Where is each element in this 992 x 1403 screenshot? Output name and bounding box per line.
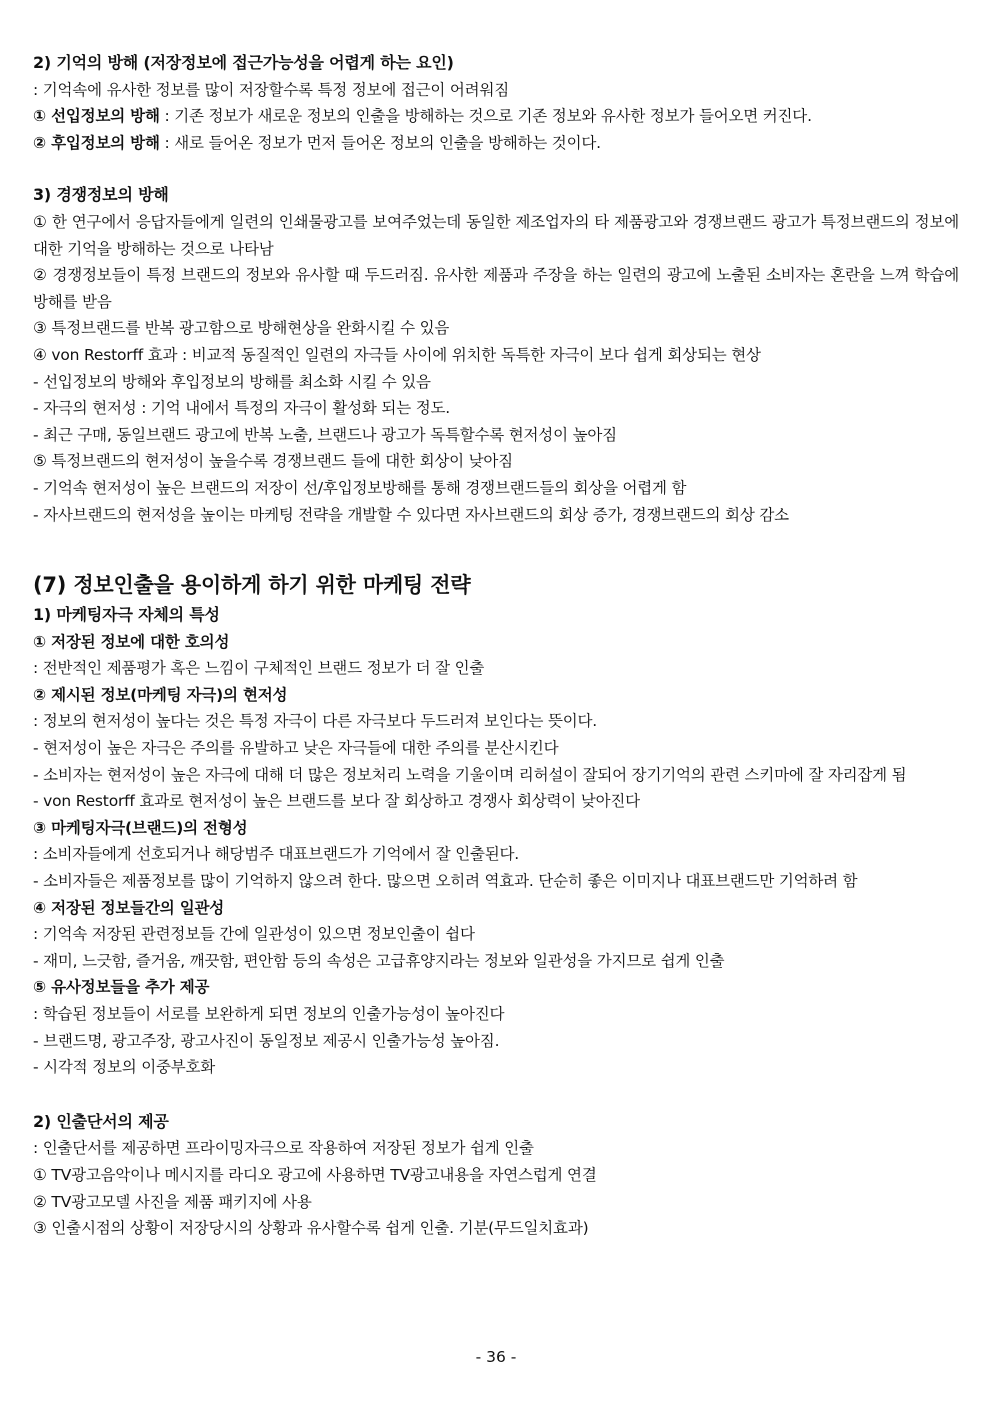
list-item: - 시각적 정보의 이중부호화 [33, 1058, 216, 1077]
list-item: - 기억속 현저성이 높은 브랜드의 저장이 선/후입정보방해를 통해 경쟁브랜드들의 회상을 어렵게 함 [33, 478, 687, 497]
list-item: : 기억속 저장된 관련정보들 간에 일관성이 있으면 정보인출이 쉽다 [33, 925, 475, 944]
list-item: - von Restorff 효과로 현저성이 높은 브랜드를 보다 잘 회상하고 경쟁사 회상력이 낮아진다 [33, 792, 640, 811]
list-item: ③ 특정브랜드를 반복 광고함으로 방해현상을 완화시킬 수 있음 [33, 319, 450, 338]
list-item: - 현저성이 높은 자극은 주의를 유발하고 낮은 자극들에 대한 주의를 분산시킨다 [33, 739, 559, 758]
list-item: ② TV광고모델 사진을 제품 패키지에 사용 [33, 1192, 312, 1211]
list-item: - 자극의 현저성 : 기억 내에서 특정의 자극이 활성화 되는 정도. [33, 399, 450, 418]
list-item: ④ von Restorff 효과 : 비교적 동질적인 일련의 자극들 사이에 위치한 독특한 자극이 보다 쉽게 회상되는 현상 [33, 345, 761, 364]
list-item: ① 한 연구에서 응답자들에게 일련의 인쇄물광고를 보여주었는데 동일한 제조업자의 타 제품광고와 경쟁브랜드 광고가 특정브랜드의 정보에 대한 기억을 방해하는 것으로 나타남 [33, 212, 959, 258]
section-heading-competitive-interference: 3) 경쟁정보의 방해 [33, 185, 169, 205]
list-item: : 학습된 정보들이 서로를 보완하게 되면 정보의 인출가능성이 높아진다 [33, 1005, 505, 1023]
list-item [33, 103, 959, 130]
document-page [33, 50, 959, 1242]
section-intro: : 기억속에 유사한 정보를 많이 저장할수록 특정 정보에 접근이 어려워짐 [33, 80, 509, 99]
item-text: : 기존 정보가 새로운 정보의 인출을 방해하는 것으로 기존 정보와 유사한 정보가 들어오면 커진다. [159, 107, 812, 126]
list-item: - 자사브랜드의 현저성을 높이는 마케팅 전략을 개발할 수 있다면 자사브랜드의 회상 증가, 경쟁브랜드의 회상 감소 [33, 505, 789, 524]
list-item: : 전반적인 제품평가 혹은 느낌이 구체적인 브랜드 정보가 더 잘 인출 [33, 659, 485, 678]
list-item: : 인출단서를 제공하면 프라이밍자극으로 작용하여 저장된 정보가 쉽게 인출 [33, 1139, 534, 1158]
page-number: - 36 - [475, 1348, 517, 1366]
list-item: : 소비자들에게 선호되거나 해당범주 대표브랜드가 기억에서 잘 인출된다. [33, 845, 520, 864]
section-heading-memory-interference: 2) 기억의 방해 (저장정보에 접근가능성을 어렵게 하는 요인) [33, 53, 454, 72]
item-text: : 새로 들어온 정보가 먼저 들어온 정보의 인출을 방해하는 것이다. [159, 133, 601, 152]
spacer [33, 156, 959, 182]
list-item: ⑤ 특정브랜드의 현저성이 높을수록 경쟁브랜드 들에 대한 회상이 낮아짐 [33, 452, 513, 471]
chapter-title: (7) 정보인출을 용이하게 하기 위한 마케팅 전략 [33, 573, 471, 598]
item-heading: ④ 저장된 정보들간의 일관성 [33, 898, 225, 917]
item-heading: ① 저장된 정보에 대한 호의성 [33, 632, 230, 651]
list-item: ② 경쟁정보들이 특정 브랜드의 정보와 유사할 때 두드러짐. 유사한 제품과 주장을 하는 일련의 광고에 노출된 소비자는 혼란을 느껴 학습에 방해를 받음 [33, 266, 959, 311]
list-item [33, 130, 959, 157]
spacer [33, 1081, 959, 1109]
list-item: - 재미, 느긋함, 즐거움, 깨끗함, 편안함 등의 속성은 고급휴양지라는 정보와 일관성을 가지므로 쉽게 인출 [33, 951, 725, 970]
list-item: - 최근 구매, 동일브랜드 광고에 반복 노출, 브랜드나 광고가 독특할수록 현저성이 높아짐 [33, 425, 617, 444]
list-item: ③ 인출시점의 상황이 저장당시의 상황과 유사할수록 쉽게 인출. 기분(무드일치효과) [33, 1219, 589, 1238]
list-item: - 브랜드명, 광고주장, 광고사진이 동일정보 제공시 인출가능성 높아짐. [33, 1031, 500, 1050]
item-heading: ⑤ 유사정보들을 추가 제공 [33, 978, 210, 997]
subsection-heading: 2) 인출단서의 제공 [33, 1111, 169, 1131]
list-item: : 정보의 현저성이 높다는 것은 특정 자극이 다른 자극보다 두드러져 보인다는 뜻이다. [33, 712, 598, 731]
subsection-heading: 1) 마케팅자극 자체의 특성 [33, 605, 220, 625]
list-item: - 소비자는 현저성이 높은 자극에 대해 더 많은 정보처리 노력을 기울이며 리허설이 잘되어 장기기억의 관련 스키마에 잘 자리잡게 됨 [33, 765, 907, 784]
list-item: - 선입정보의 방해와 후입정보의 방해를 최소화 시킬 수 있음 [33, 372, 431, 391]
item-label: ② 후입정보의 방해 [33, 133, 160, 152]
item-heading: ② 제시된 정보(마케팅 자극)의 현저성 [33, 685, 288, 704]
list-item: ① TV광고음악이나 메시지를 라디오 광고에 사용하면 TV광고내용을 자연스럽게 연결 [33, 1165, 597, 1184]
item-heading: ③ 마케팅자극(브랜드)의 전형성 [33, 818, 248, 837]
item-label: ① 선입정보의 방해 [33, 107, 160, 126]
list-item: - 소비자들은 제품정보를 많이 기억하지 않으려 한다. 많으면 오히려 역효과. 단순히 좋은 이미지나 대표브랜드만 기억하려 함 [33, 872, 858, 891]
